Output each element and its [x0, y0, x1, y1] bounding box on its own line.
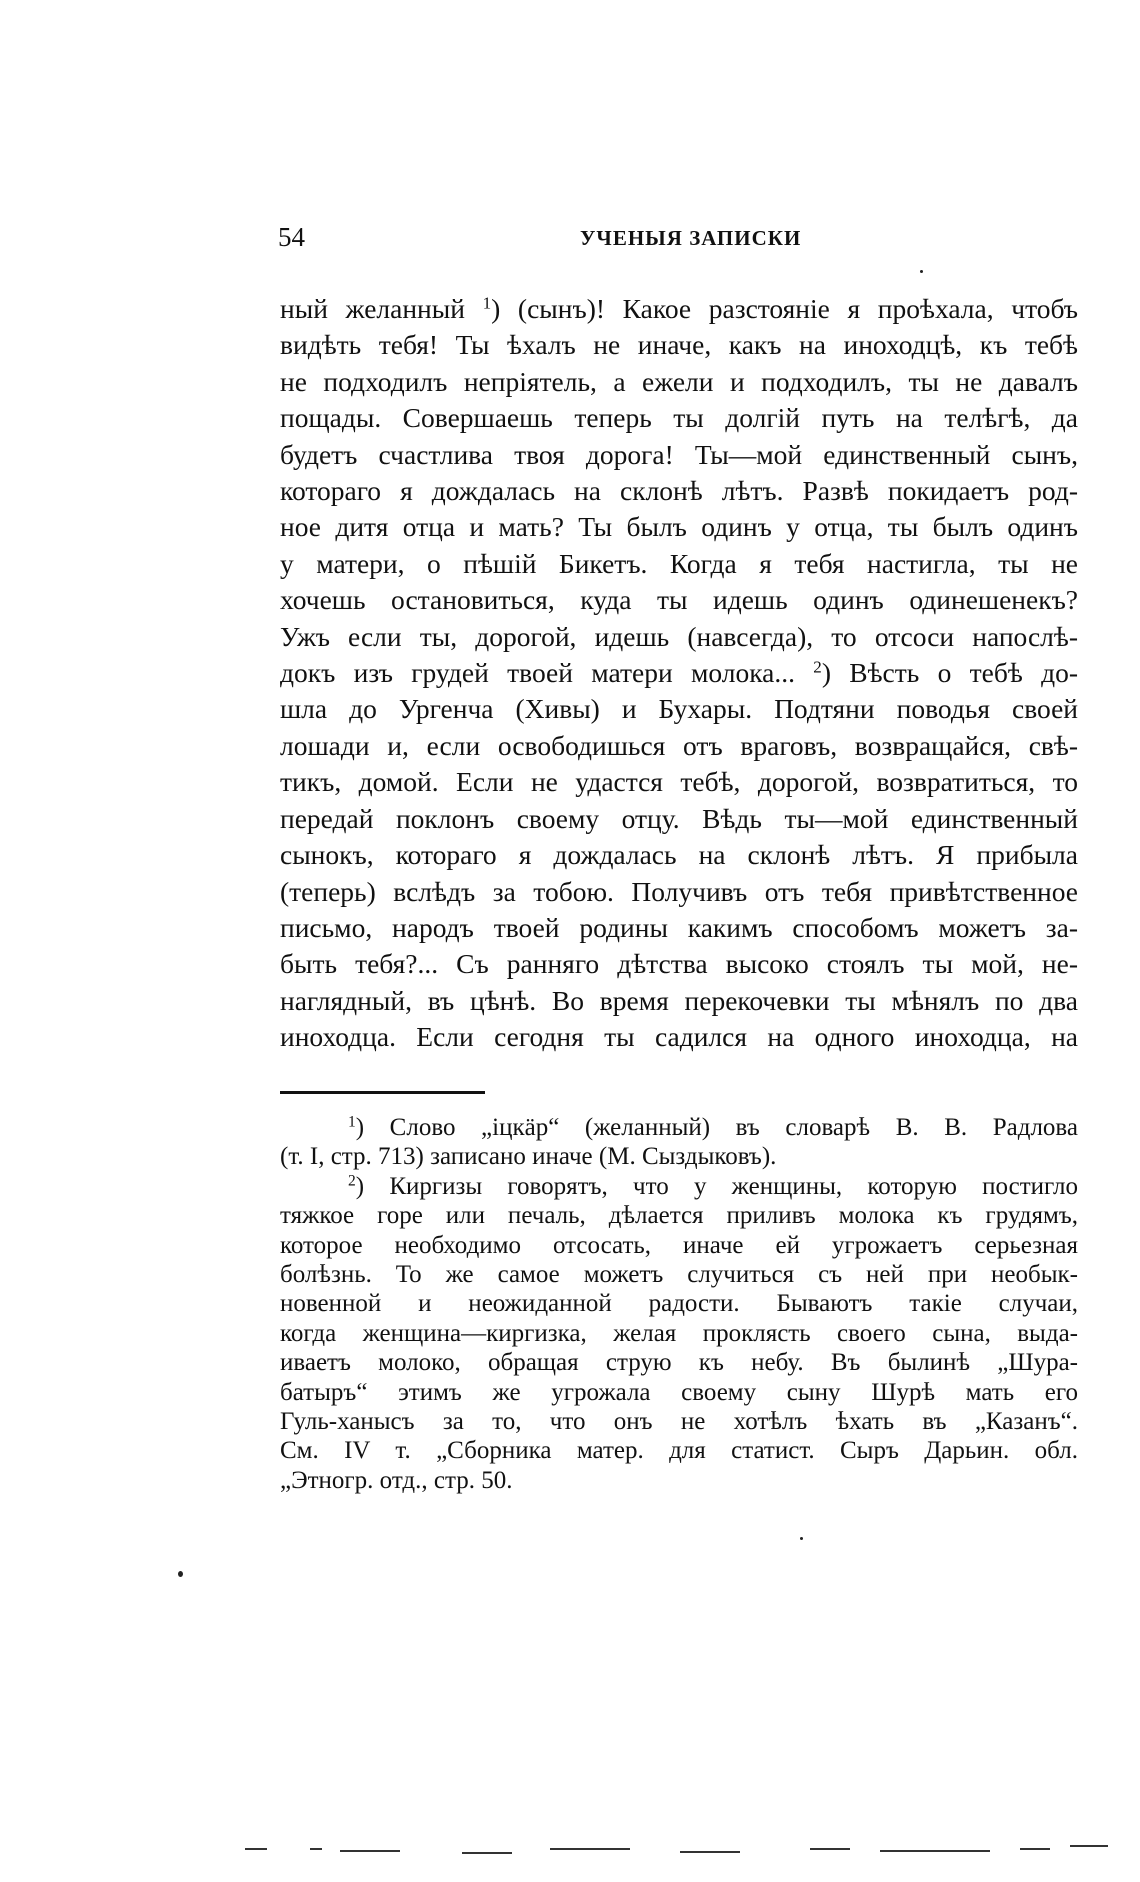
footnote-marker: 2	[348, 1172, 356, 1190]
body-line	[280, 364, 1078, 400]
body-text: пощады. Совершаешь теперь ты долгій путь на телѣгѣ, да	[280, 402, 1078, 434]
body-text: не подходилъ непріятель, а ежели и подходилъ, ты не давалъ	[280, 365, 1078, 397]
footnote-line	[280, 1378, 1078, 1407]
footnote-line	[280, 1348, 1078, 1377]
body-line	[280, 655, 1078, 691]
footnote-text: См. IV т. „Сборника матер. для статист. Сыръ Дарьин. обл.	[280, 1437, 1078, 1465]
footnote-line	[280, 1319, 1078, 1348]
scan-noise	[240, 1848, 1110, 1862]
footnote-text: батыръ“ этимъ же угрожала своему сыну Шурѣ мать его	[280, 1378, 1078, 1406]
body-text: докъ изъ грудей твоей матери молока...	[280, 657, 814, 689]
footnotes	[280, 1113, 1078, 1495]
footnote-marker: 1	[482, 293, 492, 313]
footnote-line	[280, 1172, 1078, 1201]
body-line	[280, 874, 1078, 910]
footnote-separator	[280, 1091, 485, 1094]
body-line	[280, 1019, 1078, 1055]
body-text: ) (сынъ)! Какое разстояніе я проѣхала, чтобъ	[491, 293, 1079, 324]
running-title: УЧЕНЫЯ ЗАПИСКИ	[580, 226, 802, 250]
body-text: ) Вѣсть о тебѣ до-	[821, 657, 1078, 689]
footnote-text: иваетъ молоко, обращая струю къ небу. Въ былинѣ „Шура-	[280, 1349, 1078, 1377]
body-text: шла до Ургенча (Хивы) и Бухары. Подтяни поводья своей	[280, 693, 1078, 725]
footnote-text: когда женщина—киргизка, желая проклясть своего сына, выда-	[280, 1319, 1078, 1347]
footnote-line	[280, 1201, 1078, 1230]
footnote-line	[280, 1407, 1078, 1436]
body-text: ный желанный	[280, 293, 483, 324]
body-line	[280, 910, 1078, 946]
body-line	[280, 509, 1078, 545]
body-text: ное дитя отца и мать? Ты былъ одинъ у отца, ты былъ одинъ	[280, 511, 1078, 543]
body-text: наглядный, въ цѣнѣ. Во время перекочевки ты мѣнялъ по два	[280, 984, 1078, 1016]
footnote-text: болѣзнь. То же самое можетъ случиться съ ней при необык-	[280, 1261, 1078, 1289]
body-line	[280, 619, 1078, 655]
body-text: видѣть тебя! Ты ѣхалъ не иначе, какъ на иноходцѣ, къ тебѣ	[280, 329, 1078, 361]
body-text: сынокъ, котораго я дождалась на склонѣ лѣтъ. Я прибыла	[280, 839, 1078, 871]
body-line	[280, 801, 1078, 837]
print-speck	[800, 1537, 803, 1540]
footnote-text: Гуль-ханысъ за то, что онъ не хотѣлъ ѣхать въ „Казанъ“.	[280, 1408, 1078, 1436]
body-text: хочешь остановиться, куда ты идешь одинъ одинешенекъ?	[280, 584, 1078, 616]
body-text: быть тебя?... Съ ранняго дѣтства высоко стоялъ ты мой, не-	[280, 948, 1078, 980]
body-text: Ужъ если ты, дорогой, идешь (навсегда), то отсоси напослѣ-	[280, 620, 1078, 652]
body-line	[280, 837, 1078, 873]
footnote-line	[280, 1142, 1078, 1171]
body-line	[280, 728, 1078, 764]
body-line	[280, 473, 1078, 509]
body-text: (теперь) вслѣдъ за тобою. Получивъ отъ тебя привѣтственное	[280, 875, 1078, 907]
footnote-line	[280, 1231, 1078, 1260]
body-line	[280, 946, 1078, 982]
footnote-text: ) Слово „іцкäр“ (желанный) въ словарѣ В. В. Радлова	[355, 1114, 1078, 1141]
footnote-line	[280, 1260, 1078, 1289]
body-text: лошади и, если освободишься отъ враговъ, возвращайся, свѣ-	[280, 729, 1078, 761]
body-line	[280, 764, 1078, 800]
body-line	[280, 400, 1078, 436]
footnote-line	[280, 1436, 1078, 1465]
footnote-text: (т. I, стр. 713) записано иначе (М. Сыздыковъ).	[280, 1143, 777, 1171]
body-text: иноходца. Если сегодня ты садился на одного иноходца, на	[280, 1021, 1078, 1053]
body-text: письмо, народъ твоей родины какимъ способомъ можетъ за-	[280, 911, 1078, 943]
body-text: будетъ счастлива твоя дорога! Ты—мой единственный сынъ,	[280, 438, 1078, 470]
body-line	[280, 983, 1078, 1019]
body-line	[280, 437, 1078, 473]
body-text: передай поклонъ своему отцу. Вѣдь ты—мой единственный	[280, 802, 1078, 834]
footnote-marker: 2	[813, 657, 822, 677]
footnote-text: которое необходимо отсосать, иначе ей угрожаетъ серьезная	[280, 1231, 1078, 1259]
page-number: 54	[278, 222, 305, 252]
footnote-text: тяжкое горе или печаль, дѣлается приливъ молока къ грудямъ,	[280, 1202, 1078, 1230]
body-text: тикъ, домой. Если не удастся тебѣ, дорогой, возвратиться, то	[280, 766, 1078, 798]
footnote-line	[280, 1289, 1078, 1318]
footnote-line	[280, 1466, 1078, 1495]
print-speck	[920, 270, 923, 273]
body-line	[280, 327, 1078, 363]
footnote-text: ) Киргизы говорятъ, что у женщины, которую постигло	[355, 1172, 1078, 1200]
body-line	[280, 546, 1078, 582]
body-line	[280, 582, 1078, 618]
print-speck	[178, 1571, 183, 1577]
body-text: у матери, о пѣшій Бикетъ. Когда я тебя настигла, ты не	[280, 547, 1078, 579]
footnote-marker: 1	[348, 1113, 356, 1131]
footnote-text: „Этногр. отд., стр. 50.	[280, 1466, 513, 1494]
body-text: котораго я дождалась на склонѣ лѣтъ. Развѣ покидаетъ род-	[280, 475, 1078, 507]
main-text	[280, 291, 1078, 1056]
footnote-line	[280, 1113, 1078, 1142]
body-line	[280, 291, 1078, 327]
footnote-text: новенной и неожиданной радости. Бываютъ такіе случаи,	[280, 1290, 1078, 1318]
body-line	[280, 691, 1078, 727]
